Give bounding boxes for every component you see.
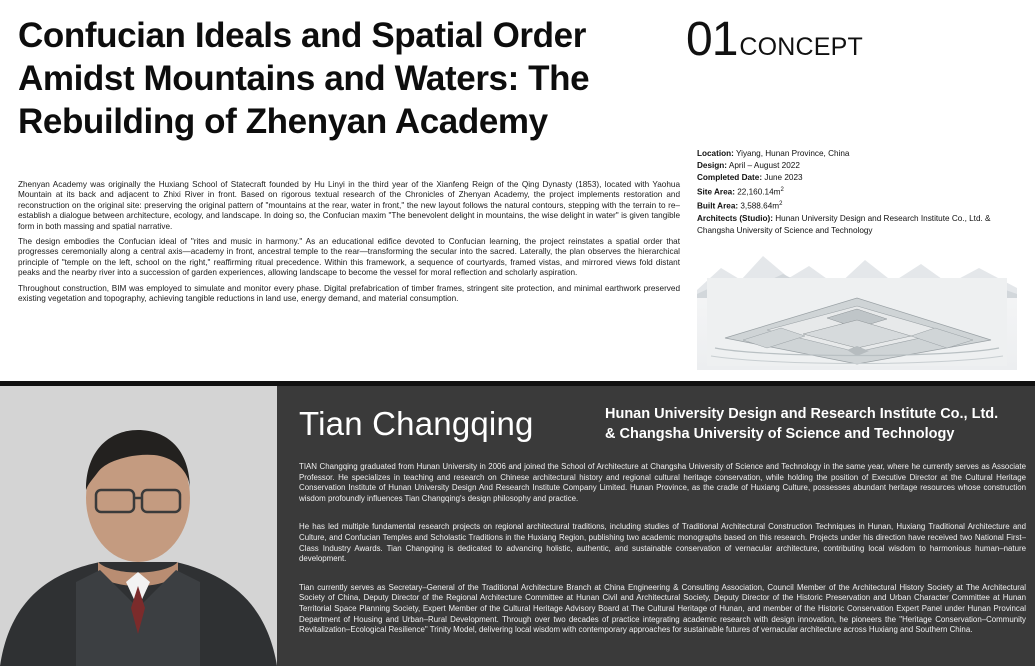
bio-paragraph-2: He has led multiple fundamental research projects on regional architectural traditions, including studies of Traditional Architectural Construction Techniques in Hunan, Huxiang Traditional Architecture and Culture, and Confucian Temples and Scholastic Traditions in the Huxiang Region, publishing two academic monographs based on this research. Projects under his direction have received two National First–Class Industry Awards. Tian Changqing is dedicated to advancing holistic, authentic, and sustainable conservation of vernacular architecture, contributing local wisdom to harmonious human–nature development. [299, 522, 1026, 564]
concept-body-text [18, 180, 680, 309]
bio-paragraph-1: TIAN Changqing graduated from Hunan University in 2006 and joined the School of Architecture at Changsha University of Science and Technology in the same year, where he currently serves as Associate Professor. He specializes in teaching and research on Chinese architectural history and regional cultural heritage conservation, while holding the position of Executive Director at the Cultural Heritage Conservation Institute of Hunan University Design And Research Institute Company Limited. Hunan Province, as the cradle of Huxiang Culture, possesses abundant heritage resources whose construction wisdom profoundly influences Tian Changqing's design philosophy and practice. [299, 462, 1026, 503]
avatar [0, 386, 277, 666]
meta-sup-built-area: 2 [779, 200, 783, 207]
project-metadata [697, 148, 1017, 237]
bio-paragraph-3: Tian currently serves as Secretary–General of the Traditional Architecture Branch at China Engineering & Consulting Association, Council Member of the Architectural History Society at The Architectural Society of China, Deputy Director of the Regional Architecture Committee at Hunan Civil and Architectural Society, Deputy Director of the Historic Preservation and Urban Character Committee at Hunan Territorial Space Planning Society, Expert Member of the Cultural Heritage Advisory Board at The Cultural Heritage of Hunan, and member of the Historic Conservation Expert Panel under Hunan Provincal Department of Housing and Urban–Rural Development. Through over two decades of practice integrating academic research with design innovation, he pioneers the "Heritage Conservation–Community Revitalization–Ecological Resilience" Trinity Model, delivering local wisdom with contemporary approaches for sustainable futures of vernacular architecture across Huxiang and Southern China. [299, 582, 1026, 635]
paragraph-3: Throughout construction, BIM was employed to simulate and monitor every phase. Digital prefabrication of timber frames, stringent site protection, and minimal earthwork preserved existing vegetation and topography, achieving tangible reductions in land use, energy demand, and material consumption. [18, 283, 680, 304]
project-rendering [697, 238, 1017, 370]
architect-name: Tian Changqing [299, 405, 534, 442]
section-marker [686, 13, 864, 66]
meta-value-design: April – August 2022 [728, 161, 800, 171]
portrait-photo [0, 386, 277, 666]
title-line-2: Amidst Mountains and Waters: The [18, 59, 590, 98]
page-title [18, 14, 678, 143]
architect-affiliation [605, 404, 1030, 444]
paragraph-2: The design embodies the Confucian ideal of "rites and music in harmony." As an educational edifice devoted to Confucian learning, the project reinstates a spatial order that progresses ceremonially along a central axis—academy in front, ancestral temple to the rear—transforming the secular into the sacred. Laterally, the plan observes the hierarchical principle of "temple on the left, school on the right," reaffirming ritual precedence. Within this framework, a sequence of courtyards, framed vistas, and mirrored views fold distant peaks and the nearby river into a succession of garden experiences, allowing landscape to become the vessel for moral reflection and scholarly aspiration. [18, 237, 680, 278]
meta-row-architects [697, 213, 1017, 235]
meta-label-site-area: Site Area: [697, 187, 735, 197]
meta-row-completed [697, 172, 1017, 183]
section-label: CONCEPT [739, 33, 864, 61]
architect-bio [299, 462, 1026, 654]
architect-profile-section [0, 386, 1035, 666]
meta-sup-site-area: 2 [780, 186, 784, 193]
meta-row-built-area [697, 199, 1017, 212]
meta-label-design: Design: [697, 161, 728, 171]
section-number: 01 [686, 13, 738, 66]
meta-value-built-area: 3,588.64m [740, 201, 780, 211]
meta-row-location [697, 148, 1017, 159]
meta-row-site-area [697, 185, 1017, 198]
academy-aerial-illustration [707, 278, 1007, 366]
title-line-1: Confucian Ideals and Spatial Order [18, 16, 586, 55]
meta-row-design [697, 160, 1017, 171]
meta-label-location: Location: [697, 149, 734, 158]
meta-value-completed: June 2023 [764, 173, 803, 183]
meta-label-built-area: Built Area: [697, 201, 739, 211]
meta-label-completed: Completed Date: [697, 173, 763, 183]
meta-value-location: Yiyang, Hunan Province, China [735, 149, 850, 158]
meta-label-architects: Architects (Studio): [697, 214, 773, 224]
title-line-3: Rebuilding of Zhenyan Academy [18, 102, 548, 141]
meta-value-site-area: 22,160.14m [737, 187, 781, 197]
affiliation-line-2: & Changsha University of Science and Technology [605, 426, 955, 442]
meta-value-architects: Hunan University Design and Research Institute Co., Ltd. & Changsha University of Science and Technology [697, 214, 991, 235]
paragraph-1: Zhenyan Academy was originally the Huxiang School of Statecraft founded by Hu Linyi in the third year of the Xianfeng Reign of the Qing Dynasty (1853), located with Yaohua Mountain at its back and adjacent to Zhixi River in front. Based on rigorous textual research of the Chronicles of Zhenyan Academy, the project implements restoration and reconstruction on the original site: preserving the original pattern of "mountains at the rear, water in front," the new layout follows the natural contours, stepping with the terrain to re–establish a dialogue between architecture, ecology, and landscape. In doing so, the Confucian maxim "The benevolent delight in mountains, the wise delight in water" is given tangible form in both massing and spatial narrative. [18, 180, 680, 231]
affiliation-line-1: Hunan University Design and Research Institute Co., Ltd. [605, 406, 999, 422]
